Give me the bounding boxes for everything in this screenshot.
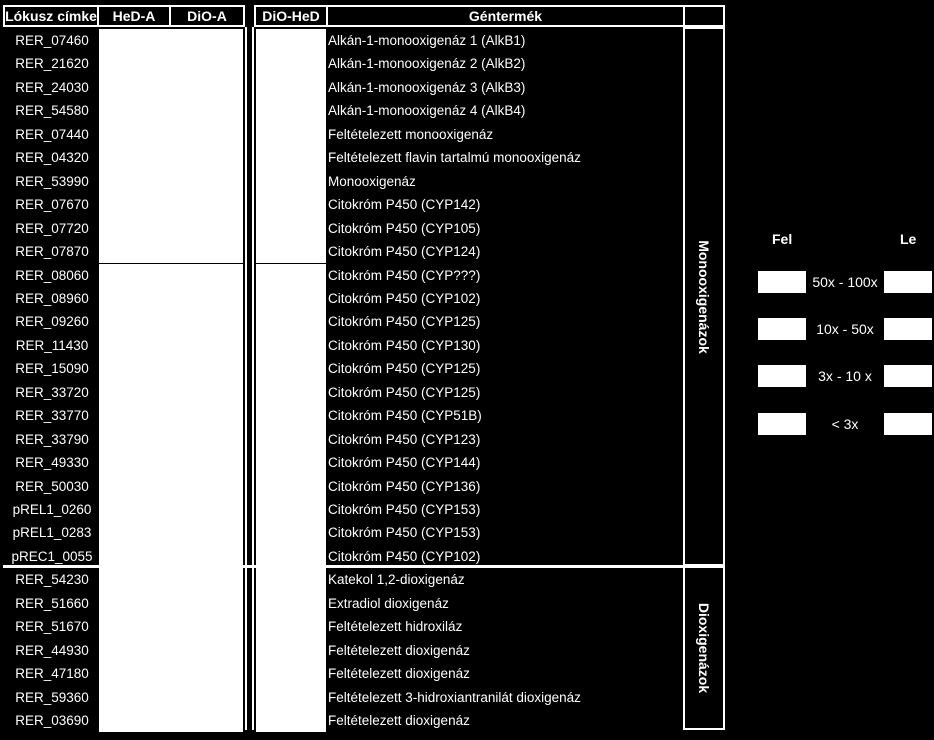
- hed-a-cell: [99, 99, 171, 122]
- group-label-monooxygenases: [683, 27, 725, 566]
- table-row: [3, 334, 683, 357]
- gene-product-cell: Alkán-1-monooxigenáz 4 (AlkB4): [328, 99, 683, 122]
- locus-cell: RER_07670: [5, 193, 99, 216]
- locus-cell: RER_59360: [5, 686, 99, 709]
- table-row: [3, 615, 683, 638]
- dio-a-cell: [171, 498, 243, 521]
- legend-up-swatch: [758, 271, 806, 293]
- hed-a-cell: [99, 521, 171, 544]
- gene-product-cell: Citokróm P450 (CYP144): [328, 451, 683, 474]
- dio-hed-cell: [256, 404, 326, 427]
- hed-a-cell: [99, 615, 171, 638]
- locus-cell: RER_21620: [5, 52, 99, 75]
- gene-product-cell: Citokróm P450 (CYP124): [328, 240, 683, 263]
- dio-a-cell: [171, 475, 243, 498]
- hed-a-cell: [99, 76, 171, 99]
- dio-a-cell: [171, 451, 243, 474]
- dio-a-cell: [171, 310, 243, 333]
- gene-product-cell: Citokróm P450 (CYP136): [328, 475, 683, 498]
- dio-a-cell: [171, 521, 243, 544]
- hed-a-cell: [99, 592, 171, 615]
- dio-a-cell: [171, 592, 243, 615]
- dio-hed-cell: [256, 146, 326, 169]
- dio-a-cell: [171, 146, 243, 169]
- hed-a-cell: [99, 475, 171, 498]
- dio-a-cell: [171, 29, 243, 52]
- table-row: [3, 639, 683, 662]
- group-text-monooxygenases: Monooxigenázok: [696, 239, 712, 354]
- locus-cell: RER_50030: [5, 475, 99, 498]
- legend-up-swatch: [758, 365, 806, 387]
- locus-cell: RER_04320: [5, 146, 99, 169]
- dio-hed-cell: [256, 639, 326, 662]
- locus-cell: RER_54230: [5, 568, 99, 591]
- dio-hed-cell: [256, 568, 326, 591]
- locus-cell: RER_08960: [5, 287, 99, 310]
- locus-cell: RER_51670: [5, 615, 99, 638]
- gene-product-cell: Citokróm P450 (CYP123): [328, 428, 683, 451]
- hed-a-cell: [99, 568, 171, 591]
- dio-a-cell: [171, 662, 243, 685]
- table-row: [3, 264, 683, 287]
- hed-a-cell: [99, 686, 171, 709]
- gene-product-cell: Citokróm P450 (CYP105): [328, 217, 683, 240]
- locus-cell: pREC1_0055: [5, 545, 99, 568]
- dio-a-cell: [171, 615, 243, 638]
- legend-down-swatch: [884, 271, 932, 293]
- hed-a-cell: [99, 334, 171, 357]
- dio-hed-cell: [256, 310, 326, 333]
- dio-hed-cell: [256, 709, 326, 732]
- dio-hed-cell: [256, 357, 326, 380]
- locus-cell: RER_24030: [5, 76, 99, 99]
- dio-hed-cell: [256, 475, 326, 498]
- locus-cell: RER_49330: [5, 451, 99, 474]
- gene-product-cell: Citokróm P450 (CYP125): [328, 357, 683, 380]
- dio-hed-cell: [256, 217, 326, 240]
- gene-product-cell: Alkán-1-monooxigenáz 3 (AlkB3): [328, 76, 683, 99]
- dio-a-cell: [171, 709, 243, 732]
- gene-product-cell: Extradiol dioxigenáz: [328, 592, 683, 615]
- table-row: [3, 451, 683, 474]
- table-row: [3, 52, 683, 75]
- header-hed-a: HeD-A: [97, 5, 171, 27]
- gene-product-cell: Feltételezett dioxigenáz: [328, 639, 683, 662]
- hed-a-cell: [99, 404, 171, 427]
- hed-a-cell: [99, 170, 171, 193]
- dio-a-cell: [171, 404, 243, 427]
- dio-hed-cell: [256, 170, 326, 193]
- dio-a-cell: [171, 240, 243, 263]
- gene-product-cell: Citokróm P450 (CYP125): [328, 381, 683, 404]
- dio-hed-cell: [256, 498, 326, 521]
- gene-product-cell: Alkán-1-monooxigenáz 1 (AlkB1): [328, 29, 683, 52]
- locus-cell: RER_11430: [5, 334, 99, 357]
- table-row: [3, 521, 683, 544]
- dio-a-cell: [171, 193, 243, 216]
- locus-cell: RER_33790: [5, 428, 99, 451]
- header-group: [683, 5, 725, 27]
- table-row: [3, 240, 683, 263]
- hed-a-cell: [99, 193, 171, 216]
- locus-cell: RER_07440: [5, 123, 99, 146]
- hed-a-cell: [99, 498, 171, 521]
- table-row: [3, 404, 683, 427]
- dio-a-cell: [171, 99, 243, 122]
- locus-cell: pREL1_0283: [5, 521, 99, 544]
- legend-down-swatch: [884, 365, 932, 387]
- hed-a-cell: [99, 662, 171, 685]
- hed-a-cell: [99, 123, 171, 146]
- legend-level-label: 50x - 100x: [812, 274, 878, 290]
- table-row: [3, 357, 683, 380]
- dio-hed-cell: [256, 686, 326, 709]
- table-row: [3, 146, 683, 169]
- dio-a-cell: [171, 381, 243, 404]
- table-row: [3, 310, 683, 333]
- hed-a-cell: [99, 146, 171, 169]
- header-gene-product: Géntermék: [326, 5, 685, 27]
- dio-hed-cell: [256, 615, 326, 638]
- gene-product-cell: Alkán-1-monooxigenáz 2 (AlkB2): [328, 52, 683, 75]
- legend-up-swatch: [758, 413, 806, 435]
- table-row: [3, 686, 683, 709]
- table-row: [3, 170, 683, 193]
- dio-hed-cell: [256, 193, 326, 216]
- dio-hed-cell: [256, 451, 326, 474]
- legend-level-label: 10x - 50x: [816, 321, 874, 337]
- table-row: [3, 709, 683, 732]
- dio-hed-cell: [256, 240, 326, 263]
- dio-hed-cell: [256, 428, 326, 451]
- locus-cell: RER_03690: [5, 709, 99, 732]
- table-row: [3, 592, 683, 615]
- hed-a-cell: [99, 381, 171, 404]
- table-row: [3, 475, 683, 498]
- dio-a-cell: [171, 287, 243, 310]
- dio-a-cell: [171, 428, 243, 451]
- dio-hed-cell: [256, 287, 326, 310]
- gene-product-cell: Citokróm P450 (CYP102): [328, 545, 683, 568]
- dio-a-cell: [171, 52, 243, 75]
- legend-down-swatch: [884, 413, 932, 435]
- dio-hed-cell: [256, 52, 326, 75]
- dio-a-cell: [171, 357, 243, 380]
- gene-product-cell: Citokróm P450 (CYP153): [328, 521, 683, 544]
- dio-hed-cell: [256, 592, 326, 615]
- table-row: [3, 123, 683, 146]
- locus-cell: pREL1_0260: [5, 498, 99, 521]
- locus-cell: RER_54580: [5, 99, 99, 122]
- gene-product-cell: Feltételezett monooxigenáz: [328, 123, 683, 146]
- legend-level-label: < 3x: [831, 416, 859, 432]
- dio-hed-cell: [256, 76, 326, 99]
- gene-product-cell: Feltételezett dioxigenáz: [328, 662, 683, 685]
- dio-hed-cell: [256, 381, 326, 404]
- dio-hed-cell: [256, 29, 326, 52]
- hed-a-cell: [99, 287, 171, 310]
- dio-a-cell: [171, 334, 243, 357]
- table-row: [3, 568, 683, 591]
- header-dio-a: DiO-A: [169, 5, 245, 27]
- locus-cell: RER_51660: [5, 592, 99, 615]
- locus-cell: RER_08060: [5, 264, 99, 287]
- gene-product-cell: Katekol 1,2-dioxigenáz: [328, 568, 683, 591]
- dio-hed-cell: [256, 521, 326, 544]
- hed-a-cell: [99, 29, 171, 52]
- dio-a-cell: [171, 639, 243, 662]
- dio-hed-cell: [256, 662, 326, 685]
- locus-cell: RER_07720: [5, 217, 99, 240]
- locus-cell: RER_15090: [5, 357, 99, 380]
- table-row: [3, 428, 683, 451]
- locus-cell: RER_07460: [5, 29, 99, 52]
- gene-product-cell: Citokróm P450 (CYP125): [328, 310, 683, 333]
- dio-a-cell: [171, 217, 243, 240]
- hed-a-cell: [99, 639, 171, 662]
- hed-a-cell: [99, 217, 171, 240]
- hed-a-cell: [99, 310, 171, 333]
- dio-a-cell: [171, 76, 243, 99]
- hed-a-cell: [99, 264, 171, 287]
- group-label-dioxygenases: [683, 566, 725, 730]
- dio-hed-cell: [256, 264, 326, 287]
- locus-cell: RER_53990: [5, 170, 99, 193]
- hed-a-cell: [99, 357, 171, 380]
- dio-a-cell: [171, 123, 243, 146]
- expression-table: [3, 5, 725, 730]
- table-row: [3, 99, 683, 122]
- locus-cell: RER_09260: [5, 310, 99, 333]
- dio-hed-cell: [256, 123, 326, 146]
- hed-a-cell: [99, 428, 171, 451]
- legend-down-heading: Le: [900, 231, 917, 247]
- hed-a-cell: [99, 709, 171, 732]
- locus-cell: RER_33770: [5, 404, 99, 427]
- table-row: [3, 217, 683, 240]
- header-dio-hed: DiO-HeD: [254, 5, 328, 27]
- dio-a-cell: [171, 568, 243, 591]
- locus-cell: RER_44930: [5, 639, 99, 662]
- dio-a-cell: [171, 170, 243, 193]
- gene-product-cell: Citokróm P450 (CYP153): [328, 498, 683, 521]
- gene-product-cell: Citokróm P450 (CYP???): [328, 264, 683, 287]
- gene-product-cell: Citokróm P450 (CYP102): [328, 287, 683, 310]
- locus-cell: RER_47180: [5, 662, 99, 685]
- locus-cell: RER_33720: [5, 381, 99, 404]
- hed-a-cell: [99, 240, 171, 263]
- table-row: [3, 381, 683, 404]
- group-divider: [3, 565, 725, 568]
- legend: [752, 225, 934, 440]
- locus-cell: RER_07870: [5, 240, 99, 263]
- table-row: [3, 76, 683, 99]
- dio-hed-cell: [256, 99, 326, 122]
- gene-product-cell: Citokróm P450 (CYP130): [328, 334, 683, 357]
- dio-a-cell: [171, 264, 243, 287]
- hed-a-cell: [99, 52, 171, 75]
- group-text-dioxygenases: Dioxigenázok: [696, 602, 712, 694]
- table-row: [3, 287, 683, 310]
- legend-down-swatch: [884, 318, 932, 340]
- gene-product-cell: Monooxigenáz: [328, 170, 683, 193]
- header-locus: Lókusz címke: [3, 5, 99, 27]
- table-row: [3, 193, 683, 216]
- legend-up-swatch: [758, 318, 806, 340]
- table-row: [3, 662, 683, 685]
- dio-hed-cell: [256, 334, 326, 357]
- dio-a-cell: [171, 686, 243, 709]
- legend-level-label: 3x - 10 x: [818, 368, 872, 384]
- legend-up-heading: Fel: [772, 231, 793, 247]
- gene-product-cell: Citokróm P450 (CYP51B): [328, 404, 683, 427]
- gene-product-cell: Feltételezett flavin tartalmú monooxigenáz: [328, 146, 683, 169]
- gene-product-cell: Citokróm P450 (CYP142): [328, 193, 683, 216]
- gene-product-cell: Feltételezett dioxigenáz: [328, 709, 683, 732]
- table-row: [3, 498, 683, 521]
- hed-a-cell: [99, 451, 171, 474]
- table-row: [3, 29, 683, 52]
- gene-product-cell: Feltételezett hidroxiláz: [328, 615, 683, 638]
- gene-product-cell: Feltételezett 3-hidroxiantranilát dioxigenáz: [328, 686, 683, 709]
